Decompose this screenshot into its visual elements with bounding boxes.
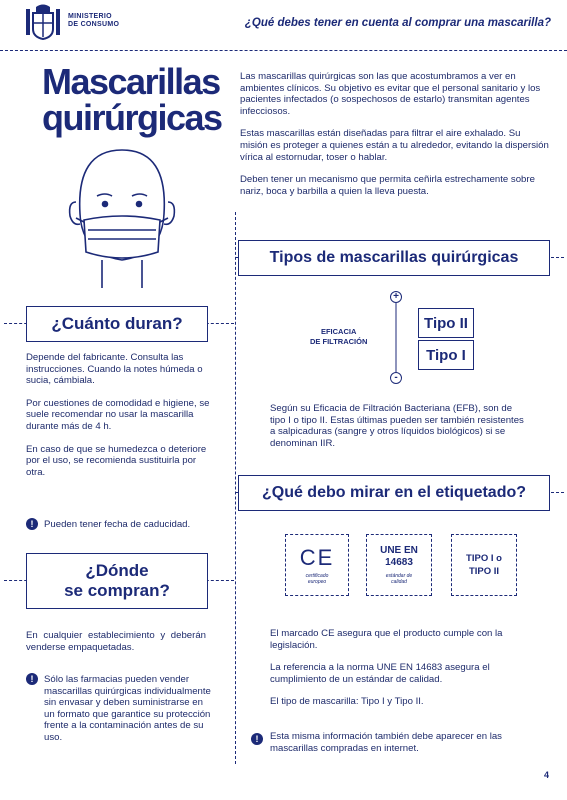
plus-icon: + [393,291,399,302]
tipos-heading: Tipos de mascarillas quirúrgicas [238,240,550,276]
exclamation-icon: ! [26,518,38,530]
label-caption: estándar de [385,573,413,579]
comprar-heading-line: ¿Dónde [85,561,149,580]
label-caption: europeo [307,578,327,585]
etiquetado-paragraph: La referencia a la norma UNE EN 14683 asegura el cumplimiento de un estándar de calidad. [270,662,490,685]
duran-paragraph: Depende del fabricante. Consulta las instrucciones. Cuando la notes húmeda o sucia, cámbiala. [26,352,203,387]
exclamation-icon: ! [251,733,263,745]
etiquetado-heading: ¿Qué debo mirar en el etiquetado? [238,475,550,511]
une-mark: UNE EN 14683 [380,545,418,568]
coat-of-arms-icon [22,3,64,45]
page-title [42,61,222,138]
intro-paragraph: Deben tener un mecanismo que permita ceñirla estrechamente sobre nariz, boca y barbilla a quien la lleva puesta. [240,174,535,197]
ministry-line-2: DE CONSUMO [68,21,120,28]
column-divider [235,212,236,764]
duran-paragraph: Por cuestiones de comodidad e higiene, se suele recomendar no usar la mascarilla durante más de 4 h. [26,397,210,432]
exclamation-icon: ! [26,673,38,685]
comprar-text: En cualquier establecimiento y deberán venderse empaquetadas. [26,630,206,653]
header-title: ¿Qué debes tener en cuenta al comprar una mascarilla? [244,17,551,29]
intro-paragraph: Las mascarillas quirúrgicas son las que acostumbramos a ver en ambientes clínicos. Su objetivo es evitar que el personal sanitario y los pacientes infectados (o sospechosos de estarlo) transmitan agentes infecciosos. [240,71,541,117]
title-line-1: Mascarillas [42,61,220,102]
tipo-2-box: Tipo II [418,308,474,338]
etiquetado-paragraph: El marcado CE asegura que el producto cumple con la legislación. [270,628,503,651]
ce-mark: CE [299,544,335,570]
duran-note: Pueden tener fecha de caducidad. [44,519,191,530]
etiquetado-text [270,628,545,708]
duran-paragraph: En caso de que se humedezca o deteriore por el uso, se recomienda sustituirla por otra. [26,443,207,478]
tipo-1-box: Tipo I [418,340,474,370]
eficacia-label-line: EFICACIA [320,327,357,336]
ce-label [285,534,349,596]
eficacia-label-line: DE FILTRACIÓN [310,337,368,346]
face-mask-illustration [62,142,182,292]
comprar-heading [26,553,208,609]
minus-icon: - [394,372,398,383]
title-line-2: quirúrgicas [42,97,222,138]
comprar-heading-line: se compran? [64,581,170,600]
etiquetado-note: Esta misma información también debe aparecer en las mascarillas compradas en internet. [270,731,502,754]
etiquetado-paragraph: El tipo de mascarilla: Tipo I y Tipo II. [270,696,424,708]
duran-heading: ¿Cuánto duran? [26,306,208,342]
tipos-text: Según su Eficacia de Filtración Bacteriana (EFB), son de tipo I o tipo II. Estas últimas pueden ser también resistentes a salpicaduras (sangre y otros líquidos biológicos) si se denominan IIR. [270,403,524,449]
ministry-line-1: MINISTERIO [68,13,112,20]
label-caption: certificado [305,572,329,579]
intro-text [240,71,549,197]
comprar-note: Sólo las farmacias pueden vender mascarillas quirúrgicas individualmente sin envasar y deben suministrarse en un formato que garantice su protección frente a la contaminación antes de su uso. [44,674,211,743]
label-caption: calidad [391,579,407,585]
une-label [366,534,432,596]
header-divider [0,50,567,51]
tipo-mark: TIPO I o TIPO II [466,553,502,577]
tipo-label [451,534,517,596]
intro-paragraph: Estas mascarillas están diseñadas para filtrar el aire exhalado. Su misión es proteger a quienes están a tu alrededor, evitando la dispersión vírica al estornudar, toser o hablar. [240,128,549,163]
duran-text [26,352,216,478]
page-number: 4 [543,770,549,780]
ministry-name [68,13,119,29]
eficacia-label [310,327,367,347]
